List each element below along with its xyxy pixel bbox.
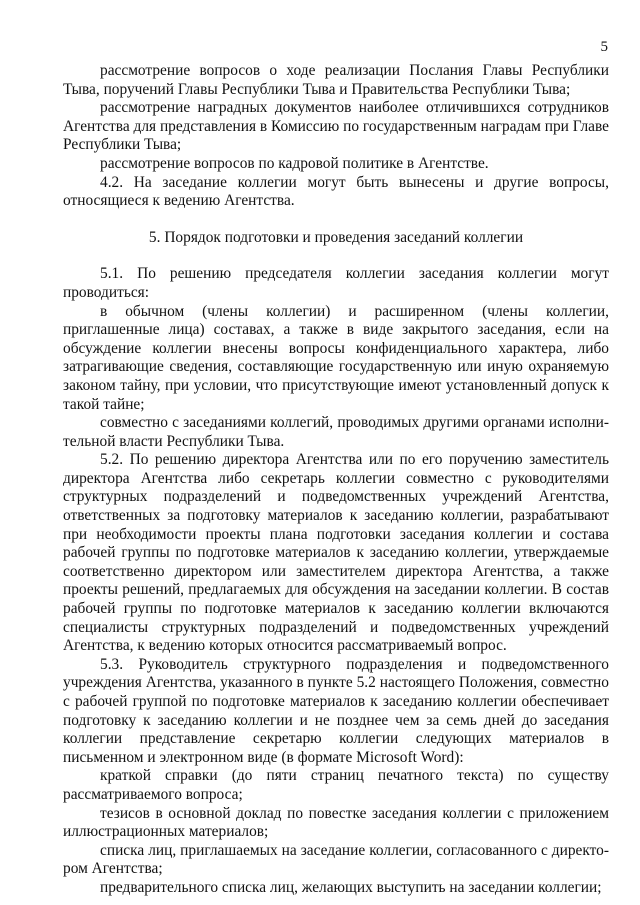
paragraph: 5.1. По решению председателя коллегии заседания коллегии могут проводиться: [63, 265, 609, 301]
paragraph: 5.3. Руководитель структурного подразделения и подведомственного учреждения Агентства, указанного в пункте 5.2 настоящего Положения, совместно с рабочей группой по подготовке материалов к заседанию коллегии обеспечивает подготовку к заседанию коллегии и не позднее чем за семь дней до заседания коллегии представление секретарю коллегии следующих материалов в письменном и электронном виде (в формате Microsoft Word): [63, 655, 609, 766]
paragraph: предварительного списка лиц, желающих выступить на заседании коллегии; [100, 878, 602, 896]
section-heading: 5. Порядок подготовки и проведения заседаний коллегии [148, 228, 524, 246]
paragraph: рассмотрение вопросов о ходе реализации Послания Главы Республики Тыва, поручений Главы Республики Тыва и Правительства Республики Тыва; [63, 62, 609, 98]
paragraph: тезисов в основной доклад по повестке заседания коллегии с приложением иллюстрационных материалов; [63, 804, 609, 841]
paragraph: списка лиц, приглашаемых на заседание коллегии, согласованного с директором Агентства; [63, 841, 609, 878]
paragraph: краткой справки (до пяти страниц печатного текста) по существу рассматриваемого вопроса; [63, 767, 609, 803]
document-body [63, 62, 609, 898]
paragraph: в обычном (члены коллегии) и расширенном (члены коллегии, приглашенные лица) составах, а также в виде закрытого заседания, если на обсуждение коллегии внесены вопросы конфиденциального характера, либо затрагивающие сведения, составляющие государственную или иную охраняемую законом тайну, при условии, что присутствующие имеют установленный допуск к такой тайне; [63, 302, 609, 413]
page-number: 5 [600, 39, 608, 55]
paragraph: рассмотрение наградных документов наиболее отличившихся сотрудников Агентства для представления в Комиссию по государственным наградам при Главе Республики Тыва; [63, 99, 610, 154]
paragraph: рассмотрение вопросов по кадровой политике в Агентстве. [100, 154, 489, 172]
paragraph: 4.2. На заседание коллегии могут быть вынесены и другие вопросы, относящиеся к ведению Агентства. [63, 173, 609, 210]
paragraph: совместно с заседаниями коллегий, проводимых другими органами исполнительной власти Республики Тыва. [63, 414, 609, 450]
paragraph: 5.2. По решению директора Агентства или по его поручению заместитель директора Агентства либо секретарь коллегии совместно с руководителями структурных подразделений и подведомственных учреждений Агентства, ответственных за подготовку материалов к заседанию коллегии, разрабатывают при необходимости проекты плана подготовки заседания коллегии и состава рабочей группы по подготовке материалов к заседанию коллегии, утверждаемые соответственно директором или заместителем директора Агентства, а также проекты решений, предлагаемых для обсуждения на заседании коллегии. В состав рабочей группы по подготовке материалов к заседанию коллегии включаются специалисты структурных подразделений и подведомственных учреждений Агентства, к ведению которых относится рассматриваемый вопрос. [63, 451, 609, 655]
